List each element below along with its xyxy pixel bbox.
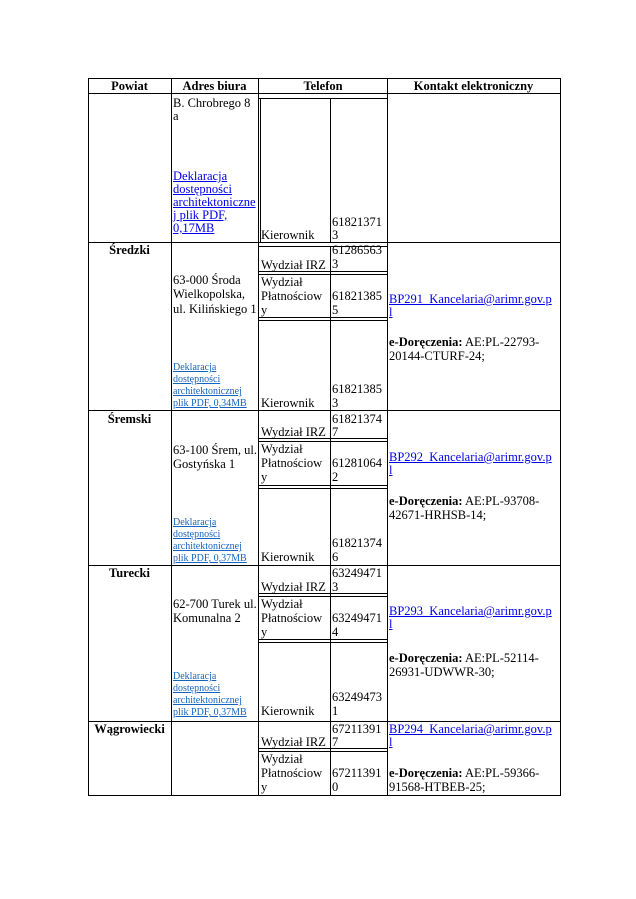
header-telefon: Telefon [303,79,343,93]
phone-number: 61821374 [332,412,382,426]
role-label: Płatnościow [261,766,323,780]
edoreczenia-value: AE:PL-59366- [465,766,540,780]
phone-number: 67211391 [332,766,382,780]
header-powiat: Powiat [111,79,148,93]
inner-line [330,246,331,411]
phone-number: 61286563 [332,243,382,257]
phone-number: 61821371 [332,215,382,229]
address-line: 62-700 Turek ul. [173,597,257,611]
inner-line [258,488,388,489]
email-link[interactable]: l [389,735,393,749]
declaration-link[interactable]: plik PDF, 0,37MB [173,707,247,718]
role-label: Kierownik [261,396,315,410]
declaration-link[interactable]: plik PDF, 0,34MB [173,398,247,409]
edoreczenia-label: e-Doręczenia: [389,766,463,780]
role-label: y [261,470,268,484]
inner-line [258,485,388,486]
email-link[interactable]: BP291_Kancelaria@arimr.gov.p [389,292,552,306]
address-line: ul. Kilińskiego 1 [173,302,257,316]
declaration-link[interactable]: plik PDF, 0,37MB [173,553,247,564]
edoreczenia-label: e-Doręczenia: [389,494,463,508]
role-label: Płatnościow [261,611,323,625]
role-label: Wydział [261,752,303,766]
declaration-link[interactable]: 0,17MB [173,221,215,235]
role-label: Kierownik [261,550,315,564]
col-line-0 [88,78,89,796]
phone-number: 61821374 [332,536,382,550]
email-link[interactable]: BP292_Kancelaria@arimr.gov.p [389,450,552,464]
phone-number: 63249471 [332,566,382,580]
edoreczenia-value: AE:PL-52114- [465,651,539,665]
declaration-link[interactable]: architektoniczne [173,195,256,209]
edoreczenia-value: 91568-HTBEB-25; [389,780,486,794]
inner-line [258,642,388,643]
declaration-link[interactable]: Deklaracja [173,671,217,682]
phone-number: 4 [332,625,339,639]
role-label: Kierownik [261,704,315,718]
role-label: Wydział IRZ [261,735,326,749]
phone-number: 61821385 [332,382,382,396]
address-line: 63-100 Śrem, ul. [173,443,258,457]
phone-number: 1 [332,704,339,718]
declaration-link[interactable]: dostępności [173,182,233,196]
declaration-link[interactable]: Deklaracja [173,169,228,183]
phone-number: 3 [332,228,339,242]
email-link[interactable]: BP294_Kancelaria@arimr.gov.p [389,722,552,736]
phone-number: 61281064 [332,456,382,470]
header-bottom-line [88,93,561,94]
inner-line [260,98,261,243]
role-label: Wydział [261,275,303,289]
phone-number: 61821385 [332,289,382,303]
role-label: y [261,780,268,794]
role-label: Kierownik [261,228,315,242]
declaration-link[interactable]: dostępności [173,529,221,540]
phone-number: 2 [332,470,339,484]
col-line-4 [560,78,561,796]
inner-line [330,565,331,722]
phone-number: 63249473 [332,690,382,704]
declaration-link[interactable]: Deklaracja [173,517,217,528]
declaration-link[interactable]: architektonicznej [173,386,242,397]
role-label: Wydział IRZ [261,580,326,594]
email-link[interactable]: l [389,617,393,631]
edoreczenia-label: e-Doręczenia: [389,335,463,349]
declaration-link[interactable]: dostępności [173,683,221,694]
inner-line [258,98,388,99]
header-adres: Adres biura [182,79,247,93]
powiat-name: Wągrowiecki [94,722,165,736]
edoreczenia-label: e-Doręczenia: [389,651,463,665]
address-line: Wielkopolska, [173,287,246,301]
declaration-link[interactable]: architektonicznej [173,695,242,706]
address-line: a [173,109,179,123]
edoreczenia-value: 20144-CTURF-24; [389,349,485,363]
edoreczenia-value: AE:PL-93708- [465,494,540,508]
email-link[interactable]: l [389,463,393,477]
inner-line [258,639,388,640]
email-link[interactable]: l [389,305,393,319]
edoreczenia-value: 42671-HRHSB-14; [389,508,487,522]
col-line-2 [258,78,259,796]
declaration-link[interactable]: architektonicznej [173,541,242,552]
inner-line [330,721,331,796]
declaration-link[interactable]: dostępności [173,374,221,385]
declaration-link[interactable]: Deklaracja [173,362,217,373]
col-line-3 [387,78,388,796]
powiat-name: Turecki [109,566,150,580]
powiat-name: Śremski [107,412,152,426]
address-line: B. Chrobrego 8 [173,96,251,110]
phone-number: 7 [332,735,339,749]
row-line-turecki [88,565,561,566]
phone-number: 63249471 [332,611,382,625]
table-border-bottom [88,795,561,796]
role-label: Wydział IRZ [261,258,326,272]
inner-line [330,410,331,566]
address-line: Gostyńska 1 [173,457,236,471]
role-label: Wydział [261,442,303,456]
row-line-sredzki [88,242,561,243]
role-label: y [261,625,268,639]
declaration-link[interactable]: j plik PDF, [173,208,228,222]
address-line: 63-000 Środa [173,273,241,287]
phone-number: 3 [332,396,339,410]
role-label: Wydział [261,597,303,611]
address-line: Komunalna 2 [173,611,241,625]
phone-number: 5 [332,303,339,317]
role-label: Płatnościow [261,289,323,303]
header-kontakt: Kontakt elektroniczny [413,79,534,93]
phone-number: 3 [332,257,339,271]
phone-number: 67211391 [332,722,382,736]
role-label: Wydział IRZ [261,425,326,439]
inner-line [258,320,388,321]
phone-number: 6 [332,550,339,564]
edoreczenia-value: AE:PL-22793- [465,335,540,349]
col-line-1 [171,78,172,796]
inner-line [258,317,388,318]
edoreczenia-value: 26931-UDWWR-30; [389,665,495,679]
phone-number: 0 [332,780,339,794]
row-line-sremski [88,410,561,411]
powiat-name: Średzki [109,243,150,257]
email-link[interactable]: BP293_Kancelaria@arimr.gov.p [389,604,552,618]
phone-number: 7 [332,425,339,439]
inner-line [330,98,331,243]
phone-number: 3 [332,580,339,594]
role-label: Płatnościow [261,456,323,470]
role-label: y [261,303,268,317]
